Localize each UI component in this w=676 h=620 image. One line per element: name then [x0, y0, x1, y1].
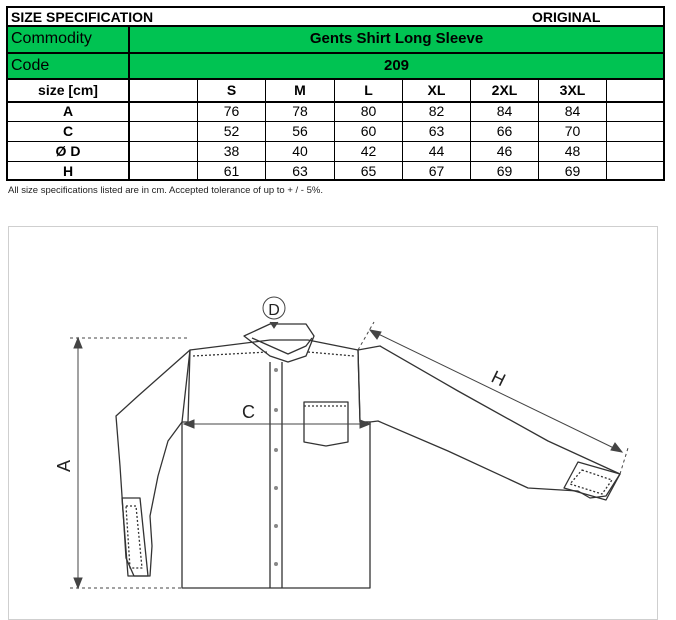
label-d: D — [268, 302, 280, 319]
dimension-c — [184, 420, 370, 428]
original-badge: ORIGINAL — [532, 9, 601, 25]
table-cell: 84 — [539, 101, 607, 121]
table-cell: 78 — [266, 101, 335, 121]
empty-cell — [130, 80, 198, 101]
table-cell: 69 — [539, 161, 607, 181]
shirt-body-outline — [182, 340, 370, 588]
empty-cell — [607, 121, 663, 141]
row-label: H — [8, 161, 130, 181]
table-cell: 82 — [403, 101, 471, 121]
table-cell: 38 — [198, 141, 266, 161]
size-3xl: 3XL — [539, 80, 607, 101]
buttons — [274, 368, 278, 566]
table-cell: 40 — [266, 141, 335, 161]
commodity-row — [8, 27, 663, 54]
size-xl: XL — [403, 80, 471, 101]
collar-outline — [244, 324, 314, 362]
commodity-label: Commodity — [8, 27, 130, 52]
dimension-a — [70, 338, 190, 588]
size-header-row — [8, 80, 663, 103]
table-cell: 67 — [403, 161, 471, 181]
row-label: Ø D — [8, 141, 130, 161]
commodity-value: Gents Shirt Long Sleeve — [309, 30, 484, 47]
code-row — [8, 54, 663, 80]
table-cell: 60 — [335, 121, 403, 141]
table-cell: 70 — [539, 121, 607, 141]
empty-cell — [130, 101, 198, 121]
right-sleeve-outline — [358, 346, 620, 498]
table-row — [8, 101, 663, 122]
spec-table — [6, 6, 665, 181]
size-s: S — [198, 80, 266, 101]
table-cell: 80 — [335, 101, 403, 121]
table-cell: 44 — [403, 141, 471, 161]
button-placket — [270, 362, 282, 588]
table-cell: 69 — [471, 161, 539, 181]
table-cell: 46 — [471, 141, 539, 161]
table-row — [8, 161, 663, 181]
row-label: C — [8, 121, 130, 141]
table-cell: 61 — [198, 161, 266, 181]
empty-cell — [607, 101, 663, 121]
size-header-label: size [cm] — [8, 80, 130, 101]
empty-cell — [607, 161, 663, 181]
tolerance-note: All size specifications listed are in cm. Accepted tolerance of up to + / - 5%. — [8, 185, 323, 196]
label-a: A — [54, 459, 74, 473]
size-2xl: 2XL — [471, 80, 539, 101]
table-cell: 56 — [266, 121, 335, 141]
row-label: A — [8, 101, 130, 121]
label-h: H — [488, 366, 509, 391]
table-row — [8, 121, 663, 142]
table-cell: 65 — [335, 161, 403, 181]
table-row — [8, 141, 663, 162]
size-m: M — [266, 80, 335, 101]
spec-header — [8, 8, 663, 27]
empty-cell — [130, 161, 198, 181]
table-cell: 42 — [335, 141, 403, 161]
table-cell: 84 — [471, 101, 539, 121]
left-cuff-inner — [126, 506, 142, 568]
spec-title: SIZE SPECIFICATION — [11, 9, 154, 25]
code-label: Code — [8, 54, 130, 78]
empty-cell — [607, 141, 663, 161]
yoke-line — [193, 352, 354, 356]
table-cell: 66 — [471, 121, 539, 141]
left-cuff — [122, 498, 148, 576]
size-l: L — [335, 80, 403, 101]
table-cell: 48 — [539, 141, 607, 161]
table-cell: 52 — [198, 121, 266, 141]
label-c: C — [242, 402, 255, 422]
table-cell: 76 — [198, 101, 266, 121]
left-sleeve-outline — [116, 350, 190, 576]
empty-cell — [607, 80, 663, 101]
table-cell: 63 — [266, 161, 335, 181]
dimension-h — [358, 322, 628, 474]
table-cell: 63 — [403, 121, 471, 141]
shirt-diagram — [8, 226, 658, 620]
code-value: 209 — [383, 57, 410, 74]
empty-cell — [130, 121, 198, 141]
empty-cell — [130, 141, 198, 161]
